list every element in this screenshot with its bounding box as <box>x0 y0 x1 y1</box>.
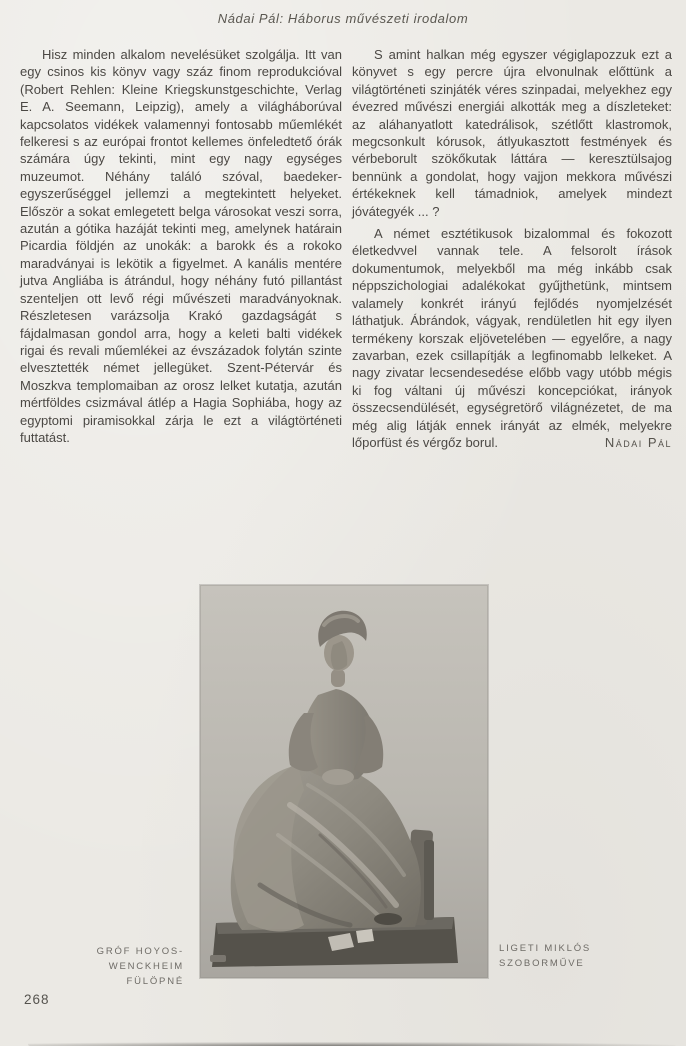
article-paragraph-left: Hisz minden alkalom nevelésüket szolgálja. Itt van egy csinos kis könyv vagy száz finom reprodukcióval (Robert Rehlen: Kleine Kriegskunstgeschichte, Verlag E. A. Seemann, Leipzig), amely a világháborúval kapcsolatos vidékek valamennyi fontosabb műemlékét felkeresi s az európai frontot kellemes önfeledtető órák számára úgy tekinti, mint egy nagy egységes muzeumot. Néhány találó szóval, baedeker-egyszerűséggel jellemzi a megtekintett helyeket. Először a sokat emlegetett belga városokat veszi sorra, azután a gótika hazáját tekinti meg, amelynek határain Picardia földjén az unokák: a barokk és a rokoko maradványai is lekötik a figyelmet. A kanális mentére jutva Angliába is átrándul, hogy néhány futó pillantást szenteljen ott levő régi művészeti maradványoknak. Részletesen varázsolja Krakó gazdagságát s fájdalmasan gondol arra, hogy a keleti balti vidékek rigai és revali műemlékei az évszázadok folytán szinte elvesztették német jellegüket. Szent-Pétervár és Moszkva templomaiban az orosz lelket kutatja, azután mértföldes csizmával átlép a Hagia Sophiába, hogy az egyptomi piramisokkal zárja le ezt a világtörténeti futtatást. <box>20 47 342 445</box>
sculpture-photo <box>200 585 488 978</box>
running-header: Nádai Pál: Háborus művészeti irodalom <box>217 11 469 26</box>
sculpture-photo-art <box>200 585 488 978</box>
scan-edge-shadow <box>28 1042 676 1046</box>
article-paragraph-right-2 <box>352 225 672 451</box>
paragraph-text: A német esztétikusok bizalommal és fokozott életkedvvel vannak tele. A felsorolt írások dokumentumok, melyekből ma még inkább csak néppszichologiai adalékokat gyűjthetünk, mintsem valamely konkrét irányú fejlődés nyomjelzését láthatjuk. Ábrándok, vágyak, rendületlen hit egy ilyen termékeny korszak eljövetelében — egyelőre, a nagy zavarban, ezek csillapítják a legfinomabb lelkeket. A nagy zivatar lecsendesedése előbb vagy utóbb mégis ki fog váltani új művészi koncepciókat, irányok összecsendülését, egységretörő világnézetet, de ma még alig látják ennek irányát az elmék, melyekre lőporfüst és vérgőz borul. <box>352 226 672 450</box>
author-signature: Nádai Pál <box>604 434 672 450</box>
article-paragraph-right-1: S amint halkan még egyszer végiglapozzuk ezt a könyvet s egy percre újra elvonulnak előttünk a világtörténeti szinjáték véres szinpadai, melyekhez egy évezred művészi energiái alkották meg a díszleteket: az aláhanyatlott katedrálisok, szétlőtt klastromok, megcsonkult kórusok, átlyukasztott festmények és vérbeborult szökőkutak láttára — keresztülsajog bennünk a gondolat, hogy vajjon mekkora művészi értékeknek kell támadniok, amelyek mindezt jóvátegyék ... ? <box>352 47 672 219</box>
caption-right-line-2: SZOBORMŰVE <box>499 958 585 969</box>
page-number: 268 <box>24 992 50 1007</box>
right-column <box>352 46 672 451</box>
caption-right-line-1: LIGETI MIKLÓS <box>499 943 592 954</box>
left-column <box>20 46 342 446</box>
photo-caption-right <box>499 941 669 971</box>
photo-caption-left <box>22 944 184 989</box>
caption-left-line-2: FÜLÖPNÉ <box>126 976 184 987</box>
caption-left-line-1: GRÓF HOYOS-WENCKHEIM <box>96 946 184 972</box>
